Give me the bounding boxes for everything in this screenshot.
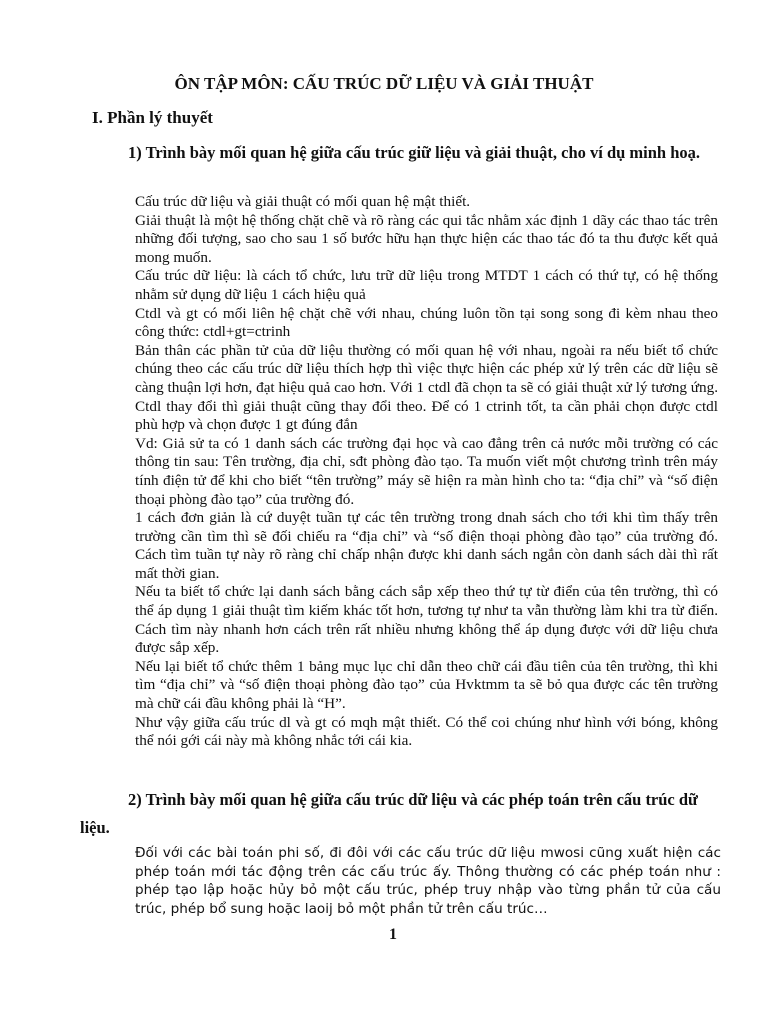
answer-1-paragraph: Nếu ta biết tổ chức lại danh sách bằng cách sắp xếp theo thứ tự từ điển của tên trường, thì có thể áp dụng 1 giải thuật tìm kiếm khác tốt hơn, tương tự như ta vẫn thường làm khi tra từ điển. Cách tìm này nhanh hơn cách trên rất nhiều nhưng không thể áp dụng được với dữ liệu chưa được sắp xếp. bbox=[135, 583, 718, 657]
question-2: 2) Trình bày mối quan hệ giữa cấu trúc dữ liệu và các phép toán trên cấu trúc dữ liệu. bbox=[80, 790, 698, 837]
answer-1-paragraph: Giải thuật là một hệ thống chặt chẽ và rõ ràng các qui tắc nhằm xác định 1 dãy các thao tác trên những đối tượng, sao cho sau 1 số bước hữu hạn thực hiện các thao tác đó ta thu được kết quả mong muốn. bbox=[135, 211, 718, 266]
answer-1-paragraph: Bản thân các phần tử của dữ liệu thường có mối quan hệ với nhau, ngoài ra nếu biết tổ chức chúng theo các cấu trúc dữ liệu thích hợp thì việc thực hiện các phép xử lý trên các dữ liệu sẽ càng thuận lợi hơn, đạt hiệu quả cao hơn. Với 1 ctdl đã chọn ta sẽ có giải thuật xử lý tương ứng. Ctdl thay đổi thì giải thuật cũng thay đổi theo. Để có 1 ctrinh tốt, ta cần phải chọn được ctdl phù hợp và chọn được 1 gt đúng đắn bbox=[135, 341, 718, 434]
document-title: ÔN TẬP MÔN: CẤU TRÚC DỮ LIỆU VÀ GIẢI THUẬT bbox=[174, 74, 594, 93]
answer-1-paragraph: Cấu trúc dữ liệu: là cách tổ chức, lưu trữ dữ liệu trong MTDT 1 cách có thứ tự, có hệ thống nhằm sử dụng dữ liệu 1 cách hiệu quả bbox=[135, 267, 718, 303]
section-heading: I. Phần lý thuyết bbox=[92, 108, 213, 127]
page-number: 1 bbox=[389, 926, 397, 943]
answer-1-paragraph: Như vậy giữa cấu trúc dl và gt có mqh mật thiết. Có thể coi chúng như hình với bóng, không thể nói gới cái này mà không nhắc tới cái kia. bbox=[135, 713, 718, 750]
answer-1-paragraph: Vd: Giả sử ta có 1 danh sách các trường đại học và cao đẳng trên cả nước mỗi trường có các thông tin sau: Tên trường, địa chỉ, sđt phòng đào tạo. Ta muốn viết một chương trình trên máy tính điện tử để khi cho biết “tên trường” máy sẽ hiện ra màn hình cho ta: “địa chỉ” và “số điện thoại phòng đào tạo” của trường đó. bbox=[135, 434, 718, 508]
answer-1-paragraph: Nếu lại biết tổ chức thêm 1 bảng mục lục chỉ dẫn theo chữ cái đầu tiên của tên trường, thì khi tìm “địa chỉ” và “số điện thoại phòng đào tạo” của Hvktmm ta sẽ bỏ qua được các tên trường mà chữ cái đầu không phải là “H”. bbox=[135, 657, 718, 713]
question-1: 1) Trình bày mối quan hệ giữa cấu trúc giữ liệu và giải thuật, cho ví dụ minh hoạ. bbox=[128, 143, 701, 162]
answer-2 bbox=[135, 844, 721, 918]
answer-1 bbox=[135, 193, 718, 751]
answer-2-paragraph: Đối với các bài toán phi số, đi đôi với các cấu trúc dữ liệu mwosi cũng xuất hiện các phép toán mới tác động trên các cấu trúc ấy. Thông thường có các phép toán như : phép tạo lập hoặc hủy bỏ một cấu trúc, phép truy nhập vào từng phần tử của cấu trúc, phép bổ sung hoặc laoij bỏ một phần tử trên cấu trúc… bbox=[135, 845, 721, 917]
answer-1-paragraph: 1 cách đơn giản là cứ duyệt tuần tự các tên trường trong dnah sách cho tới khi tìm thấy trên trường cần tìm thì sẽ đối chiếu ra “địa chỉ” và “số điện thoại phòng đào tạo” của trường đó. Cách tìm tuần tự này rõ ràng chỉ chấp nhận được khi danh sách ngắn còn danh sách dài thì rất mất thời gian. bbox=[135, 509, 718, 582]
answer-1-paragraph: Ctdl và gt có mối liên hệ chặt chẽ với nhau, chúng luôn tồn tại song song đi kèm nhau theo công thức: ctdl+gt=ctrinh bbox=[135, 304, 718, 341]
answer-1-paragraph: Cấu trúc dữ liệu và giải thuật có mối quan hệ mật thiết. bbox=[135, 193, 471, 210]
